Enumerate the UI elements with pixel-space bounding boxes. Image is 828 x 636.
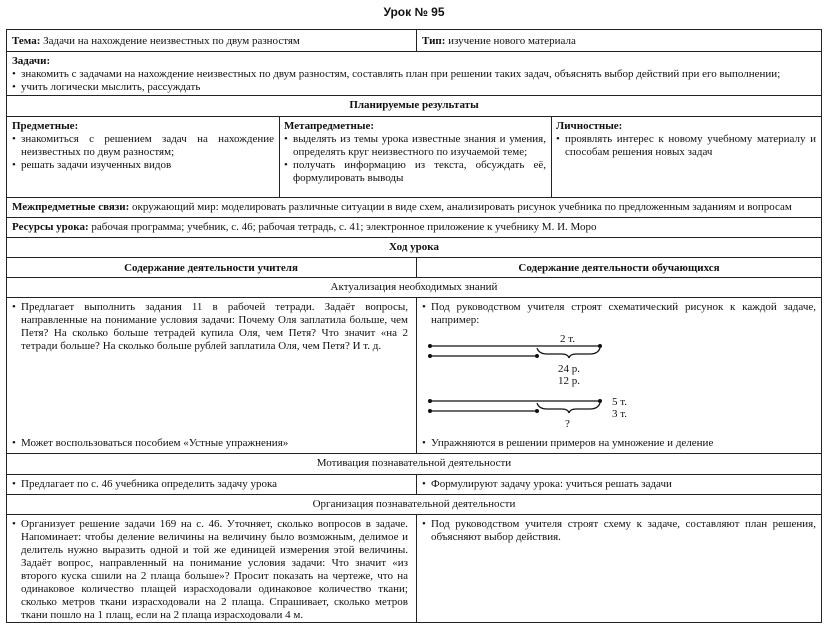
goal-item: • знакомить с задачами на нахождение неизвестных по двум разностям, составлять план при решении таких задач, объяснять выбор действий при его выполнении; <box>12 68 816 81</box>
links-row <box>12 201 818 214</box>
links-label: Межпредметные связи: <box>12 201 130 213</box>
stage3-student <box>422 518 816 544</box>
resources-label: Ресурсы урока: <box>12 221 89 233</box>
teacher-column-heading: Содержание деятельности учителя <box>124 262 298 274</box>
topic-row <box>12 35 412 48</box>
goals-label: Задачи: <box>12 55 51 67</box>
subject-results <box>12 120 274 172</box>
topic-label: Тема: <box>12 35 41 47</box>
teacher-item: • Предлагает выполнить задания 11 в рабочей тетради. Задаёт вопросы, направленные на понимание условия задачи: Почему Оля заплатила больше, чем Петя? На сколько больше тетрадей купила Оля, чем Петя? Что значит «на 2 тетради больше? На сколько больше рублей заплатила Оля, чем Петя? И т. д. <box>12 301 408 353</box>
personal-label: Личностные: <box>556 120 623 132</box>
resources-value: рабочая программа; учебник, с. 46; рабочая тетрадь, с. 41; электронное приложение к учебнику М. И. Моро <box>91 221 597 233</box>
teacher-item: • Может воспользоваться пособием «Устные упражнения» <box>12 437 408 450</box>
stage-heading: Мотивация познавательной деятельности <box>316 457 512 469</box>
subject-item: • знакомиться с решением задач на нахождение неизвестных по двум разностям; <box>12 133 274 159</box>
page-title: Урок № 95 <box>383 5 445 19</box>
student-item: • Под руководством учителя строят схематический рисунок к каждой задаче, например: <box>422 301 816 327</box>
type-label: Тип: <box>422 35 446 47</box>
stage3-teacher <box>12 518 408 622</box>
student-item: • Упражняются в решении примеров на умножение и деление <box>422 437 816 450</box>
diagram-label-3t: 3 т. <box>612 408 627 420</box>
stage2-student <box>422 478 816 491</box>
segment-diagram <box>420 328 680 432</box>
meta-item: • получать информацию из текста, обсуждать её, формулировать выводы <box>284 159 546 185</box>
stage-heading: Актуализация необходимых знаний <box>330 281 498 293</box>
student-item: • Формулируют задачу урока: учиться решать задачи <box>422 478 816 491</box>
course-heading: Ход урока <box>389 241 439 253</box>
topic-value: Задачи на нахождение неизвестных по двум разностям <box>43 35 300 47</box>
stage1-student <box>422 301 816 327</box>
diagram-label-24r: 24 р. <box>558 363 580 375</box>
results-heading: Планируемые результаты <box>349 99 479 111</box>
meta-item: • выделять из темы урока известные знания и умения, определять круг неизвестного по изучаемой теме; <box>284 133 546 159</box>
links-value: окружающий мир: моделировать различные ситуации в виде схем, анализировать рисунок учебника по предложенным заданиям и вопросам <box>132 201 792 213</box>
stage1-student-extra <box>422 437 816 450</box>
diagram-label-2t: 2 т. <box>560 333 575 345</box>
teacher-item: • Предлагает по с. 46 учебника определить задачу урока <box>12 478 408 491</box>
stage1-teacher-extra <box>12 437 408 450</box>
goals-section <box>12 55 816 94</box>
meta-results <box>284 120 546 185</box>
subject-item: • решать задачи изученных видов <box>12 159 274 172</box>
teacher-item: • Организует решение задачи 169 на с. 46. Уточняет, сколько вопросов в задаче. Напоминает: чтобы деление величины на величину было возможным, делимое и делитель нужно выразить одной и той же единицей измерения этой величины. Задаёт вопрос, направленный на понимание условия задачи: Что значит «из второго куска сшили на 2 плаща больше»? Просит показать на чертеже, что на одинаковое количество плащей израсходовали одинаковое количество ткани; сколько метров ткани израсходовали на 2 плаща. Спрашивает, сколько метров ткани пошло на 1 плащ, если на 2 плаща израсходовали 4 м. <box>12 518 408 622</box>
diagram-label-5t: 5 т. <box>612 396 627 408</box>
stage1-teacher <box>12 301 408 353</box>
diagram-label-question: ? <box>565 418 570 430</box>
student-column-heading: Содержание деятельности обучающихся <box>518 262 720 274</box>
subject-label: Предметные: <box>12 120 79 132</box>
resources-row <box>12 221 818 234</box>
diagram-label-12r: 12 р. <box>558 375 580 387</box>
stage2-teacher <box>12 478 408 491</box>
type-value: изучение нового материала <box>448 35 576 47</box>
student-item: • Под руководством учителя строят схему к задаче, составляют план решения, объясняют выбор действия. <box>422 518 816 544</box>
meta-label: Метапредметные: <box>284 120 375 132</box>
goal-item: • учить логически мыслить, рассуждать <box>12 81 816 94</box>
type-row <box>422 35 812 48</box>
personal-results <box>556 120 816 159</box>
stage-heading: Организация познавательной деятельности <box>312 498 516 510</box>
personal-item: • проявлять интерес к новому учебному материалу и способам решения новых задач <box>556 133 816 159</box>
